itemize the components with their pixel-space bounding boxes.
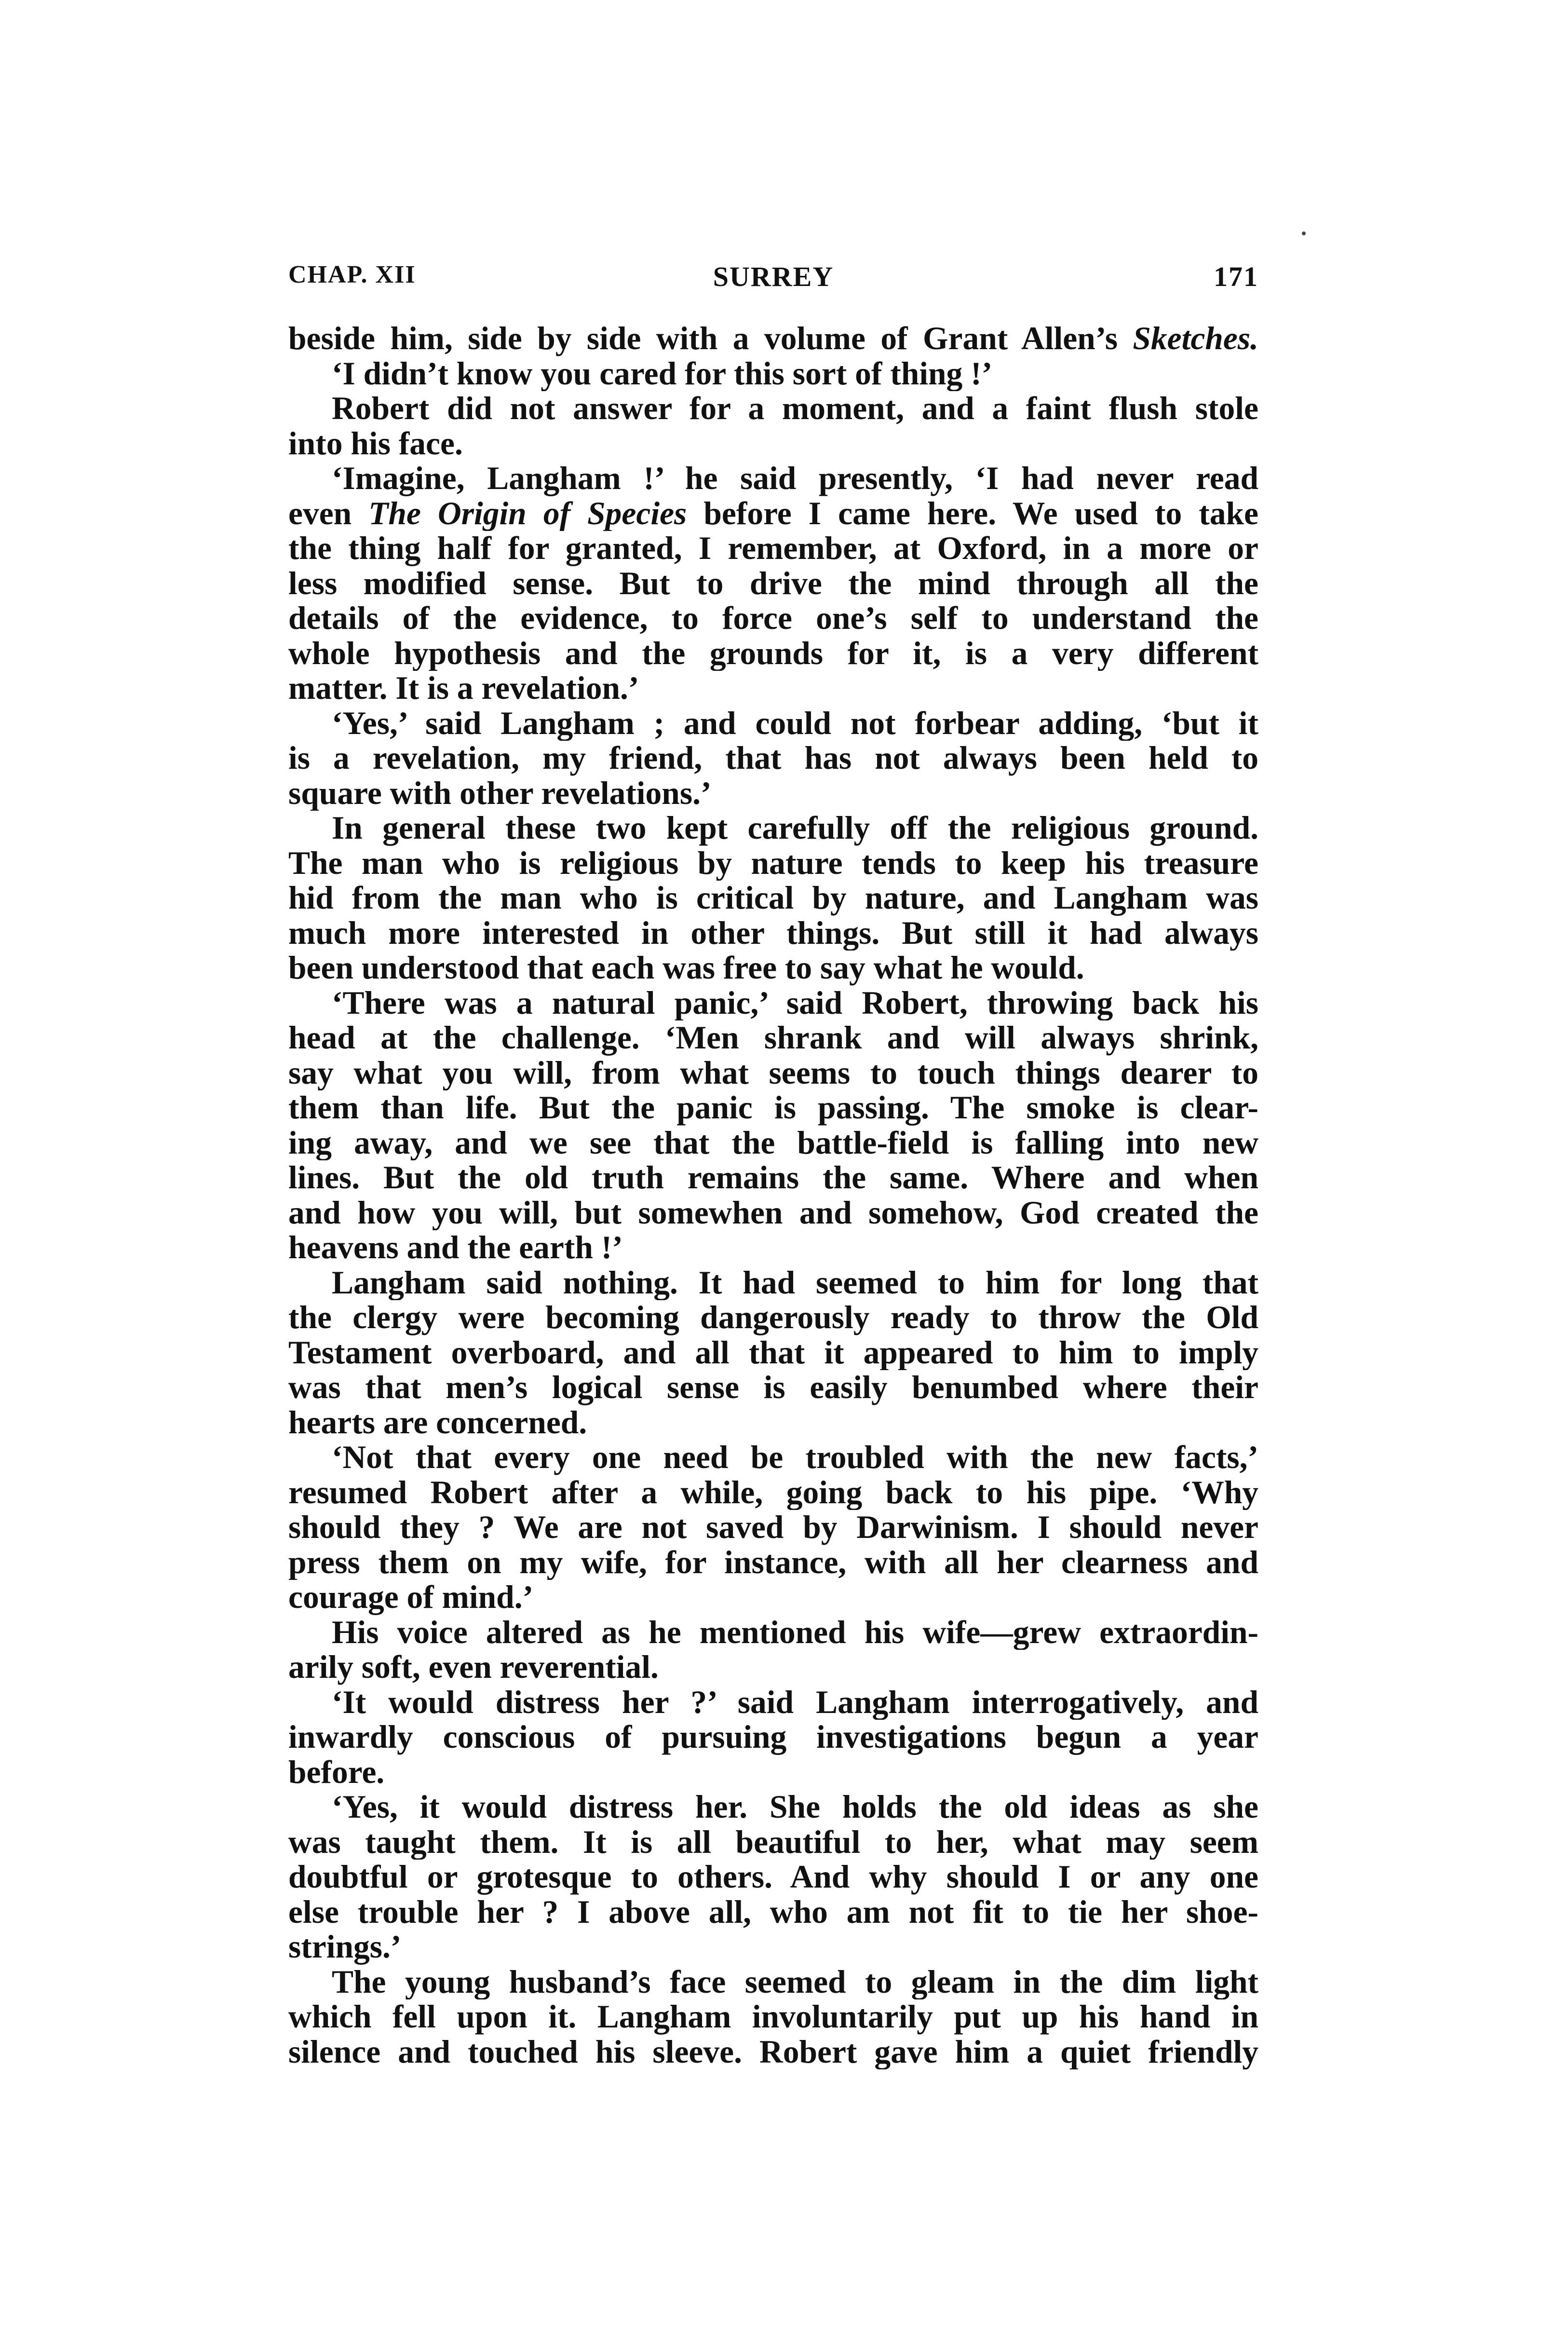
text-line xyxy=(288,1020,1258,1056)
text-line xyxy=(288,1860,1258,1895)
text-line xyxy=(288,671,1258,706)
text-span: is a revelation, my friend, that has not always been held to xyxy=(288,741,1258,776)
text-line xyxy=(288,1265,1258,1301)
text-line xyxy=(288,391,1258,426)
text-line xyxy=(288,1685,1258,1720)
text-span: was taught them. It is all beautiful to her, what may seem xyxy=(288,1824,1258,1860)
text-span: say what you will, from what seems to touch things dearer to xyxy=(288,1055,1258,1090)
text-line xyxy=(288,1545,1258,1580)
text-line xyxy=(288,811,1258,846)
text-span: details of the evidence, to force one’s self to understand the xyxy=(288,601,1258,636)
text-span: Robert did not answer for a moment, and a faint flush stole xyxy=(332,391,1258,426)
text-line xyxy=(288,1720,1258,1755)
text-span: much more interested in other things. But still it had always xyxy=(288,915,1258,951)
text-line xyxy=(288,1965,1258,2000)
text-line xyxy=(288,531,1258,566)
text-span: heavens and the earth !’ xyxy=(288,1230,623,1265)
text-span: them than life. But the panic is passing. The smoke is clear- xyxy=(288,1090,1258,1126)
text-line xyxy=(288,1405,1258,1441)
text-span: square with other revelations.’ xyxy=(288,775,712,811)
text-span: ‘I didn’t know you cared for this sort of thing !’ xyxy=(332,356,993,391)
text-line xyxy=(288,601,1258,636)
text-span: inwardly conscious of pursuing investigations begun a year xyxy=(288,1720,1258,1755)
text-line xyxy=(288,1230,1258,1265)
text-line xyxy=(288,1090,1258,1126)
text-span: head at the challenge. ‘Men shrank and will always shrink, xyxy=(288,1020,1258,1056)
text-line xyxy=(288,1895,1258,1930)
text-span: arily soft, even reverential. xyxy=(288,1650,659,1685)
text-span: In general these two kept carefully off the religious ground. xyxy=(332,811,1258,846)
text-span: else trouble her ? I above all, who am not fit to tie her shoe- xyxy=(288,1894,1258,1930)
text-span: ‘Not that every one need be troubled with the new facts,’ xyxy=(332,1440,1258,1475)
text-span: courage of mind.’ xyxy=(288,1580,534,1615)
text-span: doubtful or grotesque to others. And why should I or any one xyxy=(288,1860,1258,1895)
text-line xyxy=(288,1300,1258,1335)
text-span: ‘Yes,’ said Langham ; and could not forbear adding, ‘but it xyxy=(332,706,1258,741)
text-span: less modified sense. But to drive the mind through all the xyxy=(288,566,1258,601)
text-span: hid from the man who is critical by nature, and Langham was xyxy=(288,881,1258,916)
text-span: ‘Yes, it would distress her. She holds the old ideas as she xyxy=(332,1790,1258,1825)
text-line xyxy=(288,1650,1258,1685)
text-line xyxy=(288,1510,1258,1545)
text-span: The man who is religious by nature tends to keep his treasure xyxy=(288,845,1258,881)
text-span: even xyxy=(288,496,369,531)
text-span: the thing half for granted, I remember, at Oxford, in a more or xyxy=(288,531,1258,566)
text-span: Testament overboard, and all that it appeared to him to imply xyxy=(288,1335,1258,1370)
text-line xyxy=(288,881,1258,916)
text-line xyxy=(288,321,1258,356)
text-line xyxy=(288,636,1258,671)
text-line xyxy=(288,566,1258,601)
text-line xyxy=(288,1475,1258,1510)
text-span: which fell upon it. Langham involuntarily put up his hand in xyxy=(288,1999,1258,2035)
text-span: resumed Robert after a while, going back to his pipe. ‘Why xyxy=(288,1475,1258,1510)
text-line xyxy=(288,1825,1258,1860)
text-span: matter. It is a revelation.’ xyxy=(288,671,639,706)
text-line xyxy=(288,741,1258,776)
text-span: His voice altered as he mentioned his wife—grew extraordin- xyxy=(332,1615,1258,1650)
text-span: The young husband’s face seemed to gleam in the dim light xyxy=(332,1964,1258,1999)
text-line xyxy=(288,951,1258,986)
text-span: ‘There was a natural panic,’ said Robert, throwing back his xyxy=(332,985,1258,1020)
text-span: whole hypothesis and the grounds for it, is a very different xyxy=(288,636,1258,671)
text-line xyxy=(288,1160,1258,1196)
text-line xyxy=(288,706,1258,741)
text-line xyxy=(288,426,1258,462)
chapter-label: CHAP. XII xyxy=(288,261,416,288)
text-line xyxy=(288,1196,1258,1231)
stray-mark xyxy=(1302,231,1306,235)
text-line xyxy=(288,1755,1258,1790)
text-line xyxy=(288,1370,1258,1405)
text-span: ‘It would distress her ?’ said Langham interrogatively, and xyxy=(332,1685,1258,1720)
text-line xyxy=(288,916,1258,951)
text-span: hearts are concerned. xyxy=(288,1405,587,1440)
text-span: silence and touched his sleeve. Robert gave him a quiet friendly xyxy=(288,2034,1258,2069)
italic-title: The Origin of Species xyxy=(368,496,687,531)
text-line xyxy=(288,1615,1258,1650)
text-span: was that men’s logical sense is easily benumbed where their xyxy=(288,1370,1258,1405)
text-line xyxy=(288,1335,1258,1371)
text-span: ing away, and we see that the battle-field is falling into new xyxy=(288,1125,1258,1160)
text-span: strings.’ xyxy=(288,1930,402,1965)
text-line xyxy=(288,776,1258,811)
text-line xyxy=(288,1999,1258,2035)
text-span: the clergy were becoming dangerously ready to throw the Old xyxy=(288,1300,1258,1335)
text-line xyxy=(288,1440,1258,1475)
text-line xyxy=(288,1056,1258,1091)
text-span: into his face. xyxy=(288,426,463,461)
text-span: been understood that each was free to say what he would. xyxy=(288,951,1084,986)
text-line xyxy=(288,1930,1258,1965)
text-span: before. xyxy=(288,1754,385,1790)
text-line xyxy=(288,846,1258,881)
text-span: lines. But the old truth remains the same. Where and when xyxy=(288,1160,1258,1196)
text-span: beside him, side by side with a volume of Grant Allen’s xyxy=(288,321,1133,356)
text-span: should they ? We are not saved by Darwinism. I should never xyxy=(288,1510,1258,1545)
text-line xyxy=(288,356,1258,392)
page-header xyxy=(288,260,1258,304)
text-line xyxy=(288,1126,1258,1161)
text-span: ‘Imagine, Langham !’ he said presently, ‘I had never read xyxy=(332,461,1258,496)
text-line xyxy=(288,2035,1258,2070)
text-span: press them on my wife, for instance, with all her clearness and xyxy=(288,1545,1258,1580)
text-span: Langham said nothing. It had seemed to him for long that xyxy=(332,1265,1258,1300)
text-line xyxy=(288,461,1258,496)
text-line xyxy=(288,1580,1258,1615)
text-line xyxy=(288,986,1258,1021)
page-number: 171 xyxy=(1214,261,1258,292)
body-text xyxy=(288,321,1258,2069)
text-span: and how you will, but somewhen and somehow, God created the xyxy=(288,1195,1258,1230)
running-title: SURREY xyxy=(713,261,834,292)
text-line xyxy=(288,1790,1258,1825)
text-line xyxy=(288,496,1258,531)
text-span: before I came here. We used to take xyxy=(687,496,1258,531)
italic-title: Sketches. xyxy=(1133,321,1258,356)
